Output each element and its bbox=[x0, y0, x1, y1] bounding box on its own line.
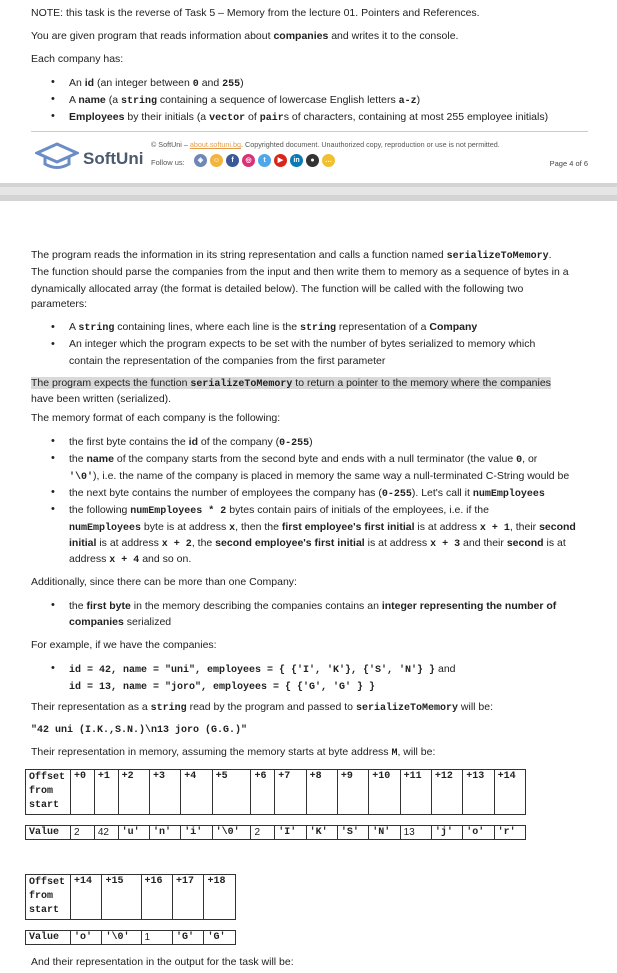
value-cell: 'i' bbox=[181, 826, 212, 840]
value-cell: '\0' bbox=[212, 826, 251, 840]
format-initials-cont: numEmployees byte is at address x, then the first employee's first initial is at address x + 1, their second bbox=[69, 521, 576, 534]
example-company-1: id = 42, name = "uni", employees = { {'I', 'K'}, {'S', 'N'} } and bbox=[69, 663, 456, 676]
para-line: parameters: bbox=[31, 298, 88, 310]
format-initials-cont: address x + 4 and so on. bbox=[69, 553, 192, 566]
bullet-icon: • bbox=[51, 321, 55, 333]
value-cell: 'j' bbox=[431, 826, 462, 840]
offset-cell: +11 bbox=[400, 770, 431, 815]
format-initials: the following numEmployees * 2 bytes contain pairs of initials of the employees, i.e. if the bbox=[69, 504, 489, 517]
output-intro: And their representation in the output for the task will be: bbox=[31, 956, 294, 968]
value-cell: 'S' bbox=[337, 826, 368, 840]
spacer-row bbox=[26, 920, 236, 931]
bullet-icon: • bbox=[51, 503, 55, 515]
page-4 bbox=[0, 0, 617, 183]
para-line: dynamically allocated array (the format is detailed below). The function will be called with the following two bbox=[31, 283, 524, 295]
para-line: The function should parse the companies from the input and then write them to memory as a sequence of bytes in a bbox=[31, 266, 569, 278]
offset-row bbox=[26, 875, 236, 920]
bullet-id: An id (an integer between 0 and 255) bbox=[69, 77, 244, 90]
format-name-cont: '\0'), i.e. the name of the company is placed in memory the same way a null-terminated C-String would be bbox=[69, 470, 570, 483]
value-cell: 42 bbox=[94, 826, 118, 840]
page-5 bbox=[0, 201, 617, 973]
bullet-employees: Employees by their initials (a vector of pairs of characters, containing at most 255 employee initials) bbox=[69, 111, 549, 124]
value-cell: 2 bbox=[251, 826, 275, 840]
bullet-name: A name (a string containing a sequence of lowercase English letters a-z) bbox=[69, 94, 421, 107]
expects-line: The program expects the function serializeToMemory to return a pointer to the memory where the companies bbox=[31, 377, 551, 390]
offset-label-cell: Offset from start bbox=[26, 770, 71, 815]
bullet-icon: • bbox=[51, 486, 55, 498]
format-id: the first byte contains the id of the company (0-255) bbox=[69, 436, 313, 449]
first-byte-note: the first byte in the memory describing the companies contains an integer representing the number of bbox=[69, 600, 557, 612]
offset-cell: +13 bbox=[463, 770, 494, 815]
value-label-cell: Value bbox=[26, 931, 71, 945]
offset-cell: +10 bbox=[369, 770, 400, 815]
offset-cell: +18 bbox=[204, 875, 236, 920]
offset-cell: +0 bbox=[71, 770, 95, 815]
spacer-row bbox=[26, 815, 526, 826]
value-row bbox=[26, 826, 526, 840]
copyright-text: © SoftUni – about.softuni.bg. Copyrighted document. Unauthorized copy, reproduction or use is not permitted. bbox=[151, 140, 500, 149]
offset-cell: +2 bbox=[118, 770, 149, 815]
para-line: The program reads the information in its string representation and calls a function named serializeToMemory. bbox=[31, 249, 552, 262]
twitter-icon[interactable]: t bbox=[258, 154, 271, 167]
instagram-icon[interactable]: ◎ bbox=[242, 154, 255, 167]
offset-label-cell: Offset from start bbox=[26, 875, 71, 920]
memory-format-heading: The memory format of each company is the following: bbox=[31, 412, 281, 424]
memory-table-1 bbox=[25, 769, 526, 840]
value-cell: 'K' bbox=[306, 826, 337, 840]
offset-cell: +3 bbox=[149, 770, 180, 815]
value-cell: 1 bbox=[141, 931, 172, 945]
offset-cell: +14 bbox=[71, 875, 102, 920]
param-1: A string containing lines, where each line is the string representation of a Company bbox=[69, 321, 478, 334]
smile-icon[interactable]: ☺ bbox=[210, 154, 223, 167]
memory-repr-intro: Their representation in memory, assuming the memory starts at byte address M, will be: bbox=[31, 746, 436, 759]
follow-us-label: Follow us: bbox=[151, 158, 185, 167]
offset-cell: +4 bbox=[181, 770, 212, 815]
bullet-icon: • bbox=[51, 599, 55, 611]
offset-cell: +5 bbox=[212, 770, 251, 815]
offset-cell: +9 bbox=[337, 770, 368, 815]
bullet-icon: • bbox=[51, 435, 55, 447]
format-employees-count: the next byte contains the number of employees the company has (0-255). Let's call it numEmployees bbox=[69, 487, 545, 500]
value-cell: 'I' bbox=[275, 826, 306, 840]
value-cell: 'o' bbox=[463, 826, 494, 840]
bullet-icon: • bbox=[51, 662, 55, 674]
memory-table-2 bbox=[25, 874, 236, 945]
value-cell: 2 bbox=[71, 826, 95, 840]
example-intro: For example, if we have the companies: bbox=[31, 639, 217, 651]
about-link[interactable]: about.softuni.bg bbox=[189, 140, 242, 149]
param-2-cont: contain the representation of the companies from the first parameter bbox=[69, 355, 386, 367]
expects-line-2: have been written (serialized). bbox=[31, 393, 172, 405]
offset-cell: +7 bbox=[275, 770, 306, 815]
page-gap-inner bbox=[0, 187, 617, 195]
bullet-icon: • bbox=[51, 452, 55, 464]
intro-text: You are given program that reads information about companies and writes it to the console. bbox=[31, 30, 459, 42]
additionally-text: Additionally, since there can be more than one Company: bbox=[31, 576, 297, 588]
format-initials-cont: initial is at address x + 2, the second employee's first initial is at address x + 3 and their second is at bbox=[69, 537, 566, 550]
note-text: NOTE: this task is the reverse of Task 5 – Memory from the lecture 01. Pointers and References. bbox=[31, 7, 480, 19]
chat-icon[interactable]: … bbox=[322, 154, 335, 167]
offset-cell: +8 bbox=[306, 770, 337, 815]
linkedin-icon[interactable]: in bbox=[290, 154, 303, 167]
page-footer bbox=[31, 131, 588, 177]
facebook-icon[interactable]: f bbox=[226, 154, 239, 167]
value-cell: 'N' bbox=[369, 826, 400, 840]
offset-cell: +16 bbox=[141, 875, 172, 920]
offset-cell: +17 bbox=[173, 875, 204, 920]
param-2: An integer which the program expects to be set with the number of bytes serialized to memory which bbox=[69, 338, 536, 350]
youtube-icon[interactable]: ▶ bbox=[274, 154, 287, 167]
offset-cell: +15 bbox=[102, 875, 141, 920]
logo-text: SoftUni bbox=[83, 149, 144, 168]
value-label-cell: Value bbox=[26, 826, 71, 840]
value-cell: 13 bbox=[400, 826, 431, 840]
github-icon[interactable]: ● bbox=[306, 154, 319, 167]
page-number: Page 4 of 6 bbox=[549, 159, 588, 168]
bullet-icon: • bbox=[51, 338, 55, 350]
social-links bbox=[194, 154, 335, 167]
offset-cell: +6 bbox=[251, 770, 275, 815]
string-repr-intro: Their representation as a string read by the program and passed to serializeToMemory will be: bbox=[31, 701, 493, 714]
bullet-icon: • bbox=[51, 110, 55, 122]
offset-cell: +14 bbox=[494, 770, 525, 815]
softuni-icon[interactable]: ◈ bbox=[194, 154, 207, 167]
bullet-icon: • bbox=[51, 93, 55, 105]
spacer-cell bbox=[26, 815, 526, 826]
page-gap bbox=[0, 183, 617, 201]
format-name: the name of the company starts from the second byte and ends with a null terminator (the value 0, or bbox=[69, 453, 538, 466]
offset-cell: +1 bbox=[94, 770, 118, 815]
value-cell: 'n' bbox=[149, 826, 180, 840]
softuni-logo-icon bbox=[35, 141, 79, 171]
value-cell: 'u' bbox=[118, 826, 149, 840]
value-cell: '\0' bbox=[102, 931, 141, 945]
string-repr-value: "42 uni (I.K.,S.N.)\n13 joro (G.G.)" bbox=[31, 725, 248, 736]
value-cell: 'o' bbox=[71, 931, 102, 945]
value-row bbox=[26, 931, 236, 945]
spacer-cell bbox=[26, 920, 236, 931]
value-cell: 'G' bbox=[173, 931, 204, 945]
example-company-2: id = 13, name = "joro", employees = { {'G', 'G' } } bbox=[69, 682, 376, 693]
each-company-text: Each company has: bbox=[31, 53, 124, 65]
bullet-icon: • bbox=[51, 76, 55, 88]
offset-cell: +12 bbox=[431, 770, 462, 815]
first-byte-note-cont: companies serialized bbox=[69, 616, 172, 628]
value-cell: 'r' bbox=[494, 826, 525, 840]
value-cell: 'G' bbox=[204, 931, 236, 945]
offset-row bbox=[26, 770, 526, 815]
